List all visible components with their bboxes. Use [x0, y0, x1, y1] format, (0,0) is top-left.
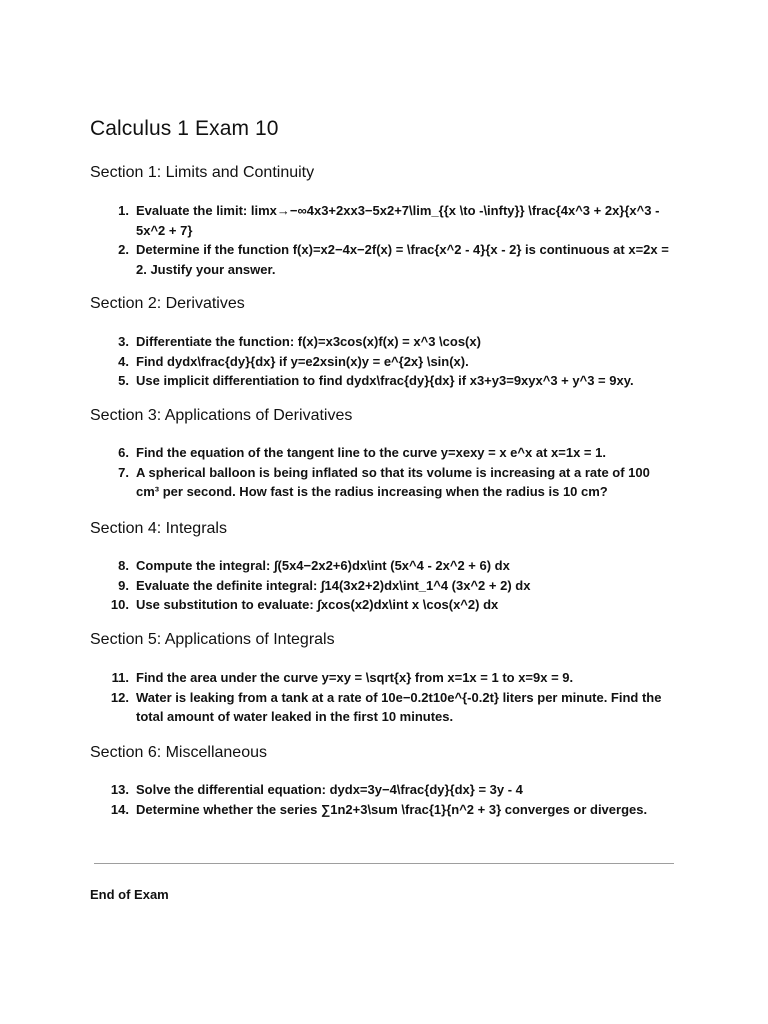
section-title-derivatives: Section 2: Derivatives: [90, 295, 245, 312]
question-item: [0, 556, 768, 576]
question-number: 1.: [118, 203, 129, 218]
question-text: Find dydx\frac{dy}{dx} if y=e2xsin(x)y = e^{2x} \sin(x).: [136, 353, 469, 369]
end-of-exam-text: End of Exam: [90, 887, 169, 902]
question-item: [0, 595, 768, 615]
question-list-section-6: [0, 780, 768, 819]
question-text: Compute the integral: ∫(5x4−2x2+6)dx\int (5x^4 - 2x^2 + 6) dx: [136, 558, 510, 573]
section-title-applications-of-derivatives: Section 3: Applications of Derivatives: [90, 407, 353, 424]
question-number: 13.: [110, 782, 129, 797]
question-text: Use substitution to evaluate: ∫xcos(x2)dx\int x \cos(x^2) dx: [136, 597, 499, 612]
question-number: 12.: [110, 689, 129, 705]
question-item: [0, 201, 768, 240]
question-text: Determine whether the series ∑1n2+3\sum \frac{1}{n^2 + 3} converges or diverges.: [136, 801, 648, 817]
question-number: 9.: [118, 577, 129, 593]
question-item: [0, 576, 768, 596]
question-number: 14.: [110, 801, 129, 817]
question-list-section-1: [0, 201, 768, 279]
question-item: [0, 780, 768, 800]
section-title-limits: Section 1: Limits and Continuity: [90, 164, 315, 181]
question-text: Differentiate the function: f(x)=x3cos(x)f(x) = x^3 \cos(x): [136, 334, 481, 349]
question-text: Water is leaking from a tank at a rate of 10e−0.2t10e^{-0.2t} liters per minute. Find the total amount of water leaked in the first 10 minutes.: [136, 689, 662, 724]
question-number: 8.: [118, 558, 129, 573]
question-number: 3.: [118, 334, 129, 349]
section-title-miscellaneous: Section 6: Miscellaneous: [90, 744, 267, 761]
section-title-integrals: Section 4: Integrals: [90, 520, 227, 537]
question-number: 5.: [118, 373, 129, 388]
question-list-section-5: [0, 668, 768, 727]
question-item: [0, 352, 768, 372]
question-item: [0, 668, 768, 688]
question-item: [0, 688, 768, 727]
question-list-section-4: [0, 556, 768, 615]
question-item: [0, 443, 768, 463]
question-number: 11.: [111, 670, 129, 685]
question-item: [0, 240, 768, 279]
question-text: Find the equation of the tangent line to the curve y=xexy = x e^x at x=1x = 1.: [136, 445, 606, 460]
question-item: [0, 332, 768, 352]
question-item: [0, 800, 768, 820]
question-text: Evaluate the definite integral: ∫14(3x2+2)dx\int_1^4 (3x^2 + 2) dx: [136, 577, 531, 593]
question-item: [0, 463, 768, 502]
question-text: Evaluate the limit: limx→−∞4x3+2xx3−5x2+7\lim_{{x \to -\infty}} \frac{4x^3 + 2x}{x^3 - 5x^2 + 7}: [136, 203, 660, 238]
question-text: Determine if the function f(x)=x2−4x−2f(x) = \frac{x^2 - 4}{x - 2} is continuous at x=2x = 2. Justify your answer.: [136, 242, 669, 277]
question-number: 7.: [118, 464, 129, 480]
page-title: Calculus 1 Exam 10: [90, 117, 279, 140]
question-text: Solve the differential equation: dydx=3y−4\frac{dy}{dx} = 3y - 4: [136, 782, 523, 797]
question-number: 2.: [118, 242, 129, 257]
question-number: 4.: [118, 353, 129, 369]
question-number: 10.: [110, 597, 129, 612]
section-title-applications-of-integrals: Section 5: Applications of Integrals: [90, 631, 335, 648]
question-text: A spherical balloon is being inflated so that its volume is increasing at a rate of 100 cm³ per second. How fast is the radius increasing when the radius is 10 cm?: [136, 464, 650, 499]
question-number: 6.: [118, 445, 129, 460]
question-list-section-2: [0, 332, 768, 391]
question-item: [0, 371, 768, 391]
question-list-section-3: [0, 443, 768, 502]
question-text: Find the area under the curve y=xy = \sqrt{x} from x=1x = 1 to x=9x = 9.: [136, 670, 574, 685]
question-text: Use implicit differentiation to find dydx\frac{dy}{dx} if x3+y3=9xyx^3 + y^3 = 9xy.: [136, 373, 634, 388]
divider: [94, 863, 674, 864]
